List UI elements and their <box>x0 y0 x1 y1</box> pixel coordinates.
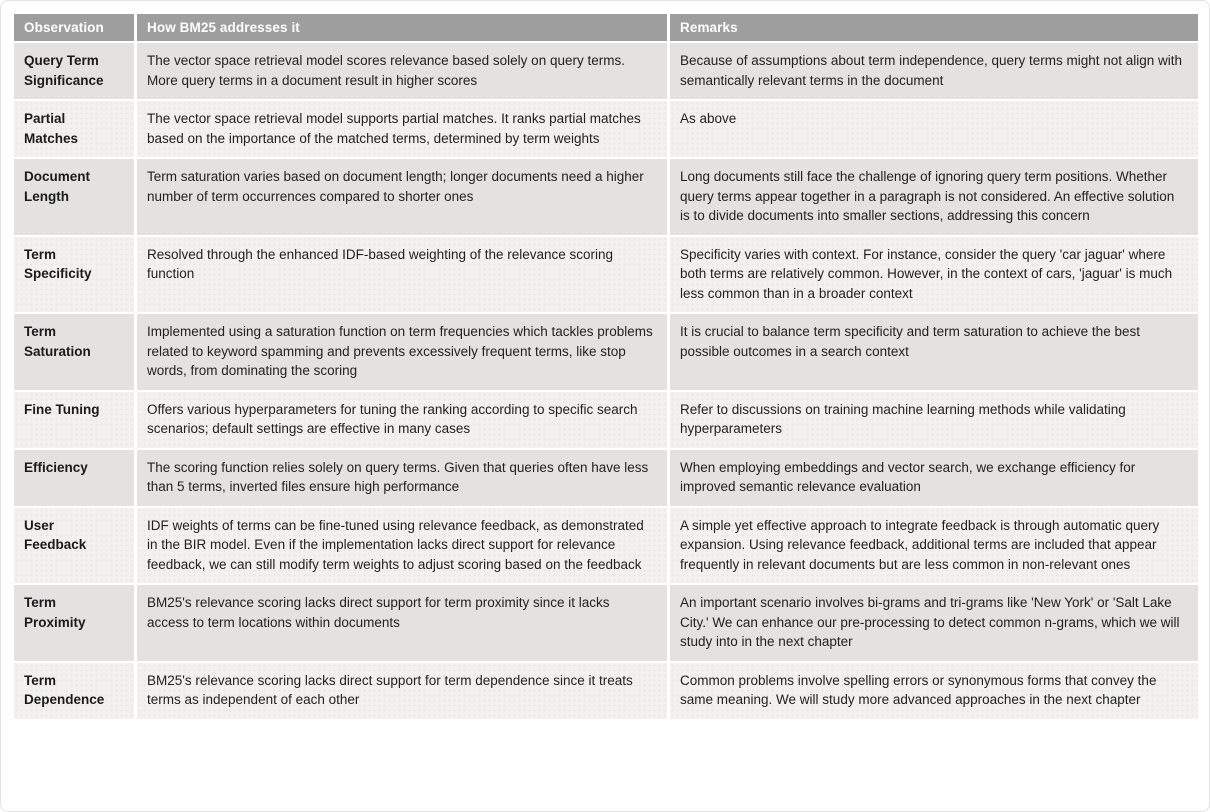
cell-observation: Term Specificity <box>14 237 137 315</box>
cell-remarks: Specificity varies with context. For instance, consider the query 'car jaguar' where both terms are relatively common. However, in the context of cars, 'jaguar' is much less common than in a broader context <box>670 237 1198 315</box>
cell-remarks: It is crucial to balance term specificity and term saturation to achieve the best possible outcomes in a search context <box>670 314 1198 392</box>
column-header-remarks: Remarks <box>670 14 1198 43</box>
cell-how: BM25's relevance scoring lacks direct support for term dependence since it treats terms as independent of each other <box>137 663 670 721</box>
cell-observation: User Feedback <box>14 508 137 586</box>
cell-how: BM25's relevance scoring lacks direct support for term proximity since it lacks access to term locations within documents <box>137 585 670 663</box>
cell-how: Resolved through the enhanced IDF-based weighting of the relevance scoring function <box>137 237 670 315</box>
cell-remarks: Common problems involve spelling errors or synonymous forms that convey the same meaning. We will study more advanced approaches in the next chapter <box>670 663 1198 721</box>
cell-observation: Term Dependence <box>14 663 137 721</box>
table-row <box>14 663 1198 721</box>
table-row <box>14 585 1198 663</box>
table-row <box>14 450 1198 508</box>
cell-how: Term saturation varies based on document length; longer documents need a higher number of term occurrences compared to shorter ones <box>137 159 670 237</box>
cell-how: Offers various hyperparameters for tuning the ranking according to specific search scenarios; default settings are effective in many cases <box>137 392 670 450</box>
cell-observation: Term Saturation <box>14 314 137 392</box>
column-header-how-bm25: How BM25 addresses it <box>137 14 670 43</box>
cell-observation: Document Length <box>14 159 137 237</box>
bm25-comparison-table <box>14 14 1198 721</box>
cell-how: The scoring function relies solely on query terms. Given that queries often have less than 5 terms, inverted files ensure high performance <box>137 450 670 508</box>
cell-observation: Query Term Significance <box>14 43 137 101</box>
cell-how: The vector space retrieval model scores relevance based solely on query terms. More query terms in a document result in higher scores <box>137 43 670 101</box>
cell-remarks: Because of assumptions about term independence, query terms might not align with semantically relevant terms in the document <box>670 43 1198 101</box>
cell-observation: Fine Tuning <box>14 392 137 450</box>
cell-how: The vector space retrieval model supports partial matches. It ranks partial matches based on the importance of the matched terms, determined by term weights <box>137 101 670 159</box>
table-header-row <box>14 14 1198 43</box>
column-header-observation: Observation <box>14 14 137 43</box>
table-row <box>14 237 1198 315</box>
table-row <box>14 392 1198 450</box>
cell-remarks: A simple yet effective approach to integrate feedback is through automatic query expansion. Using relevance feedback, additional terms are included that appear frequently in relevant documents but are less common in non-relevant ones <box>670 508 1198 586</box>
cell-how: IDF weights of terms can be fine-tuned using relevance feedback, as demonstrated in the BIR model. Even if the implementation lacks direct support for relevance feedback, we can still modify term weights to adjust scoring based on the feedback <box>137 508 670 586</box>
cell-remarks: As above <box>670 101 1198 159</box>
cell-remarks: An important scenario involves bi-grams and tri-grams like 'New York' or 'Salt Lake City.' We can enhance our pre-processing to detect common n-grams, which we will study into in the next chapter <box>670 585 1198 663</box>
table-row <box>14 43 1198 101</box>
table-row <box>14 159 1198 237</box>
cell-how: Implemented using a saturation function on term frequencies which tackles problems related to keyword spamming and prevents excessively frequent terms, like stop words, from dominating the scoring <box>137 314 670 392</box>
table-row <box>14 101 1198 159</box>
cell-remarks: Long documents still face the challenge of ignoring query term positions. Whether query terms appear together in a paragraph is not considered. An effective solution is to divide documents into smaller sections, addressing this concern <box>670 159 1198 237</box>
table-row <box>14 314 1198 392</box>
cell-observation: Term Proximity <box>14 585 137 663</box>
cell-remarks: When employing embeddings and vector search, we exchange efficiency for improved semantic relevance evaluation <box>670 450 1198 508</box>
table-row <box>14 508 1198 586</box>
cell-remarks: Refer to discussions on training machine learning methods while validating hyperparameters <box>670 392 1198 450</box>
cell-observation: Efficiency <box>14 450 137 508</box>
cell-observation: Partial Matches <box>14 101 137 159</box>
